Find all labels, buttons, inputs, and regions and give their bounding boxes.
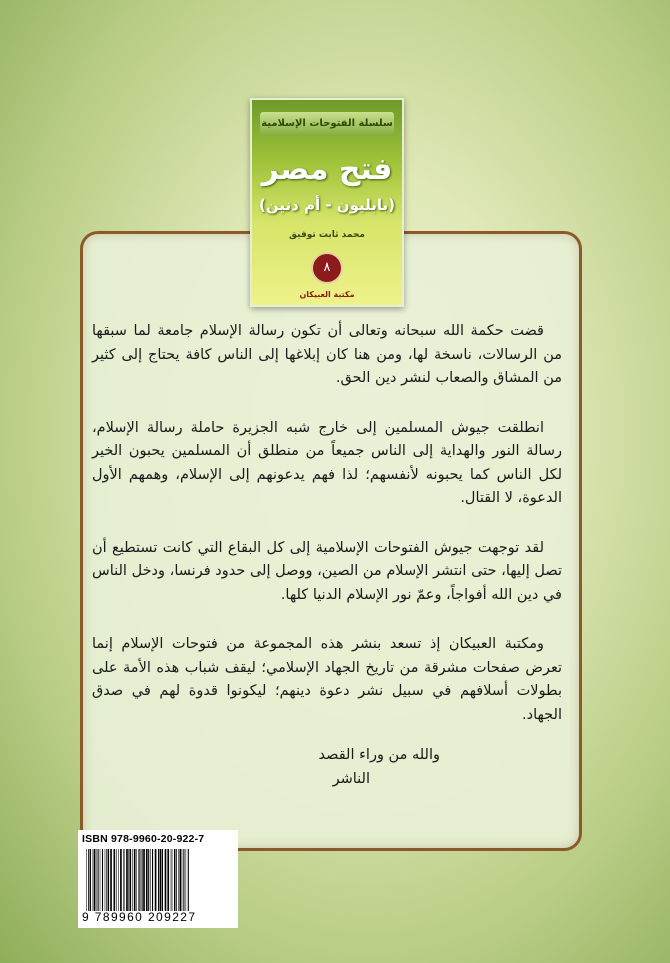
paragraph-1: قضت حكمة الله سبحانه وتعالى أن تكون رسالة الإسلام جامعة لما سبقها من الرسالات، ناسخة لها، ومن هنا كان إبلاغها إلى الناس كافة يحتاج إلى كثير من المشاق والصعاب لنشر دين الحق. — [92, 323, 562, 386]
barcode-bar — [134, 849, 136, 911]
barcode-bar — [98, 849, 99, 911]
barcode-bar — [148, 849, 149, 911]
barcode-bar — [108, 849, 109, 911]
barcode-bars — [84, 849, 232, 911]
barcode-bar — [158, 849, 159, 911]
isbn-label: ISBN 978-9960-20-922-7 — [82, 833, 205, 845]
cover-series-banner: سلسلة الفتوحات الإسلامية — [260, 112, 394, 136]
barcode-bar — [88, 849, 89, 911]
barcode-bar — [93, 849, 94, 911]
barcode-digits: 9 789960 209227 — [82, 910, 197, 924]
barcode-bar — [162, 849, 163, 911]
barcode-bar — [138, 849, 139, 911]
barcode-bar — [136, 849, 137, 911]
barcode-bar — [114, 849, 116, 911]
barcode-bar — [100, 849, 101, 911]
barcode-bar — [176, 849, 177, 911]
barcode-bar — [86, 849, 87, 911]
barcode-bar — [105, 849, 106, 911]
barcode-bar — [102, 849, 103, 911]
isbn-barcode — [78, 830, 238, 928]
barcode-bar — [94, 849, 96, 911]
paragraph-3: لقد توجهت جيوش الفتوحات الإسلامية إلى كل البقاع التي كانت تستطيع أن تصل إليها، حتى انتشر الإسلام من الصين، ووصل إلى حدود فرنسا، ودخل الناس في دين الله أفواجاً، وعمّ نور الإسلام الدنيا كلها. — [92, 539, 562, 603]
barcode-bar — [155, 849, 157, 911]
barcode-bar — [129, 849, 131, 911]
cover-subtitle: (بابليون - أم دنين) — [258, 196, 396, 214]
barcode-bar — [126, 849, 128, 911]
barcode-bar — [118, 849, 119, 911]
barcode-bar — [106, 849, 107, 911]
publisher-signature: الناشر — [332, 771, 370, 787]
cover-publisher-logo: مكتبة العبيكان — [299, 290, 355, 299]
barcode-bar — [120, 849, 122, 911]
cover-volume-number: ٨ — [311, 252, 343, 284]
paragraph-4: ومكتبة العبيكان إذ تسعد بنشر هذه المجموعة من فتوحات الإسلام إنما تعرض صفحات مشرقة من تاريخ الجهاد الإسلامي؛ ليقف شباب هذه الأمة على بطولات أسلافهم في سبيل نشر دعوة دينهم؛ ليكونوا قدوة لهم في صدق الجهاد. — [92, 636, 562, 723]
closing-phrase: والله من وراء القصد — [318, 747, 440, 763]
barcode-bar — [174, 849, 175, 911]
barcode-bar — [116, 849, 117, 911]
barcode-bar — [146, 849, 148, 911]
cover-title: فتح مصر — [261, 152, 393, 187]
book-cover-thumbnail — [250, 98, 404, 307]
barcode-bar — [178, 849, 179, 911]
blurb-text — [92, 320, 562, 753]
barcode-bar — [96, 849, 97, 911]
barcode-bar — [167, 849, 169, 911]
barcode-bar — [172, 849, 173, 911]
barcode-bar — [139, 849, 140, 911]
barcode-bar — [186, 849, 187, 911]
barcode-bar — [180, 849, 182, 911]
barcode-bar — [132, 849, 133, 911]
paragraph-2: انطلقت جيوش المسلمين إلى خارج شبه الجزيرة حاملة رسالة الإسلام، رسالة النور والهداية إلى الناس جميعاً من منطلق أن المسلمين يحبون الخير لكل الناس كما يحبونه لأنفسهم؛ لذا فهم يدعونهم إلى الإسلام، وهمهم الأول الدعوة، لا القتال. — [92, 419, 562, 506]
cover-author: محمد ثابت توفيق — [289, 230, 365, 240]
barcode-bar — [150, 849, 151, 911]
barcode-bar — [182, 849, 183, 911]
barcode-bar — [110, 849, 112, 911]
barcode-bar — [188, 849, 189, 911]
barcode-bar — [142, 849, 143, 911]
barcode-bar — [152, 849, 153, 911]
barcode-bar — [123, 849, 124, 911]
barcode-bar — [183, 849, 184, 911]
barcode-bar — [128, 849, 129, 911]
barcode-bar — [143, 849, 145, 911]
barcode-bar — [90, 849, 91, 911]
barcode-bar — [171, 849, 172, 911]
barcode-bar — [160, 849, 162, 911]
barcode-bar — [165, 849, 167, 911]
